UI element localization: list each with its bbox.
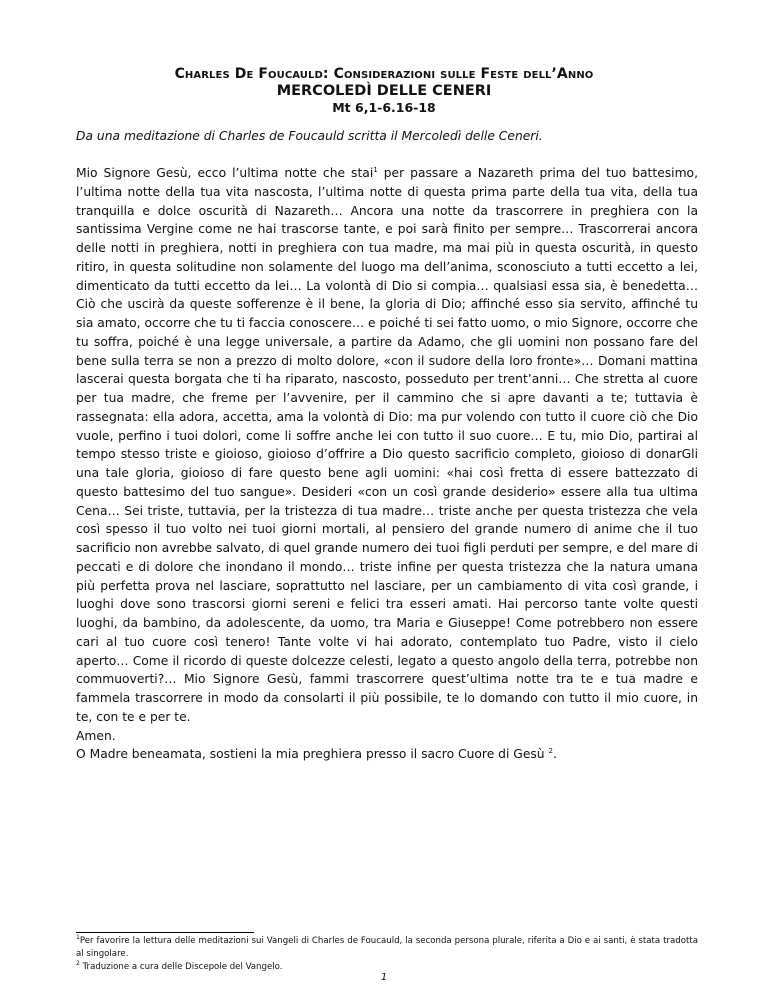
page-number: 1 bbox=[380, 972, 388, 983]
meditation-paragraph bbox=[76, 164, 698, 727]
series-title: Charles De Foucauld: Considerazioni sulle Feste dell’Anno bbox=[174, 66, 594, 82]
closing-prayer-end: . bbox=[553, 747, 557, 762]
footnote-separator bbox=[76, 932, 254, 933]
footnote-marker-2[interactable]: 2 bbox=[548, 747, 553, 756]
body-text-main: per passare a Nazareth prima del tuo battesimo, l’ultima notte della tua vita nascosta, l’ultima notte di questa prima parte della tua vita, della tua tranquilla e dolce oscurità di Nazareth… Ancora una notte da trascorrere in preghiera con la santissima Vergine come ne hai trascorse tante, e poi sarà finito per sempre… Trascorrerai ancora delle notti in preghiera, notti in preghiera con tua madre, ma mai più in questa oscurità, in questo ritiro, in questa solitudine non solamente del luogo ma dell’anima, sconosciuto a tutti eccetto a lei, dimenticato da tutti eccetto da lei… La volontà di Dio si compia… qualsiasi essa sia, è benedetta… Ciò che uscirà da queste sofferenze è il bene, la gloria di Dio; affinché esso sia servito, affinché tu sia amato, occorre che tu ti faccia conoscere… e poiché ti sei fatto uomo, o mio Signore, occorre che tu soffra, poiché è una legge universale, a partire da Adamo, che gli uomini non possano fare del bene sulla terra se non a prezzo di molto dolore, «con il sudore della loro fronte»… Domani mattina lascerai questa borgata che ti ha riparato, nascosto, posseduto per trent’anni… Che stretta al cuore per tua madre, che freme per l’avvenire, per il cammino che si apre davanti a te; tuttavia è rassegnata: ella adora, accetta, ama la volontà di Dio: ma pur volendo con tutto il cuore ciò che Dio vuole, perfino i tuoi dolori, come li soffre anche lei con tutto il suo cuore… E tu, mio Dio, partirai al tempo stesso triste e gioioso, gioioso d’offrire a Dio questo sacrificio completo, gioioso di donarGli una tale gloria, gioioso di fare questo bene agli uomini: «hai così fretta di essere battezzato di questo battesimo del tuo sangue». Desideri «con un così grande desiderio» essere alla tua ultima Cena… Sei triste, tuttavia, per la tristezza di tua madre… triste anche per questa tristezza che vela così spesso il tuo volto nei tuoi giorni mortali, al pensiero del grande numero di anime che il tuo sacrificio non avrebbe salvato, di quel grande numero dei tuoi figli perduti per sempre, e del mare di peccati e di dolore che inondano il mondo… triste infine per questa tristezza che la natura umana più perfetta prova nel lasciare, soprattutto nel lasciare, per un cambiamento di vita così grande, i luoghi dove sono trascorsi giorni sereni e felici tra esseri amati. Hai percorso tante volte questi luoghi, da bambino, da adolescente, da uomo, tra Maria e Giuseppe! Come potrebbero non essere cari al tuo cuore così tenero! Tante volte vi hai adorato, contemplato tuo Padre, visto il cielo aperto… Come il ricordo di queste dolcezze celesti, legato a questo angolo della terra, potrebbe non commuoverti?… Mio Signore Gesù, fammi trascorrere quest’ultima notte tra te e tua madre e fammela trascorrere in modo da consolarti il più possibile, te lo domando con tutto il mio cuore, in te, con te e per te. bbox=[76, 166, 698, 724]
closing-prayer bbox=[76, 745, 698, 764]
footnote-marker-1[interactable]: 1 bbox=[373, 165, 378, 174]
intro-note: Da una meditazione di Charles de Foucauld scritta il Mercoledì delle Ceneri. bbox=[76, 129, 543, 143]
footnotes bbox=[76, 935, 698, 974]
feast-title: MERCOLEDÌ DELLE CENERI bbox=[276, 83, 492, 99]
meditation-body bbox=[76, 164, 698, 764]
footnote-2-text: Traduzione a cura delle Discepole del Vangelo. bbox=[82, 962, 283, 972]
document-header bbox=[0, 66, 768, 116]
footnote-1 bbox=[76, 935, 698, 961]
amen-line: Amen. bbox=[76, 728, 116, 743]
body-text-start: Mio Signore Gesù, ecco l’ultima notte che stai bbox=[76, 166, 374, 180]
footnote-1-text: Per favorire la lettura delle meditazioni sui Vangeli di Charles de Foucauld, la seconda persona plurale, riferita a Dio e ai santi, è stata tradotta al singolare. bbox=[76, 936, 698, 959]
footnote-1-mark: 1 bbox=[76, 934, 80, 942]
footnote-2-mark: 2 bbox=[76, 960, 80, 968]
scripture-reference: Mt 6,1-6.16-18 bbox=[332, 100, 436, 115]
closing-prayer-text: O Madre beneamata, sostieni la mia preghiera presso il sacro Cuore di Gesù bbox=[76, 747, 545, 762]
